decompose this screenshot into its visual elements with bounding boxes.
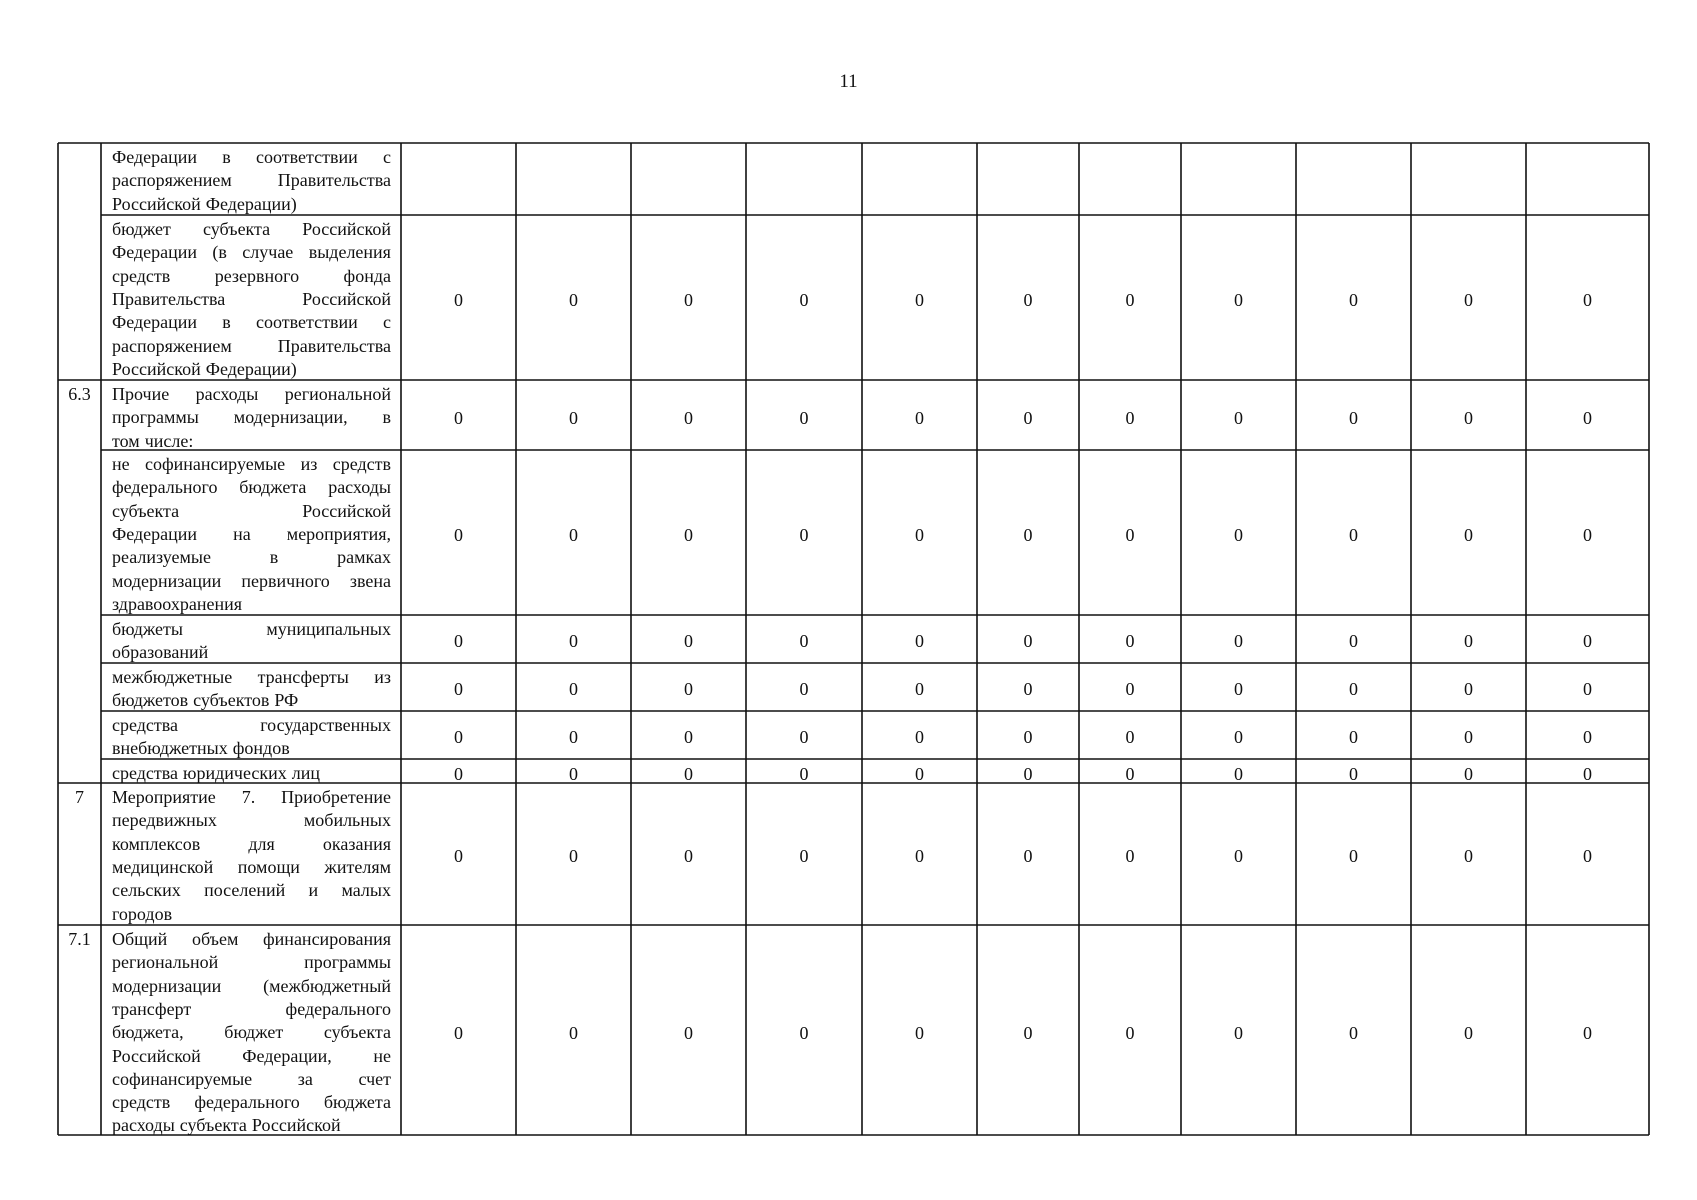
value-cell: 0 xyxy=(454,1022,463,1043)
row-description-line: субъекта Российской xyxy=(112,500,391,521)
row-description-line: передвижных мобильных xyxy=(112,810,391,831)
value-cell: 0 xyxy=(1583,727,1592,748)
value-cell: 0 xyxy=(1349,1022,1358,1043)
row-description-line: средства юридических лиц xyxy=(112,763,320,783)
value-cell: 0 xyxy=(569,727,578,748)
value-cell: 0 xyxy=(1349,407,1358,428)
value-cell: 0 xyxy=(1234,727,1243,748)
value-cell: 0 xyxy=(915,631,924,652)
value-cell: 0 xyxy=(1234,289,1243,310)
value-cell: 0 xyxy=(915,1022,924,1043)
row-description-line: модернизации (межбюджетный xyxy=(112,975,391,996)
value-cell: 0 xyxy=(1125,845,1135,866)
value-cell: 0 xyxy=(1583,845,1592,866)
value-cell: 0 xyxy=(1464,524,1473,545)
value-cell: 0 xyxy=(1023,289,1033,310)
row-description-line: образований xyxy=(112,642,209,663)
value-cell: 0 xyxy=(1234,1022,1243,1043)
row-description-line: софинансируемые за счет xyxy=(112,1068,391,1089)
value-cell: 0 xyxy=(1583,631,1592,652)
value-cell: 0 xyxy=(1234,407,1243,428)
row-description-line: бюджеты муниципальных xyxy=(112,619,391,639)
row-description-line: городов xyxy=(112,903,173,924)
value-cell: 0 xyxy=(454,845,463,866)
row-number: 6.3 xyxy=(68,384,91,404)
row-description-line: сельских поселений и малых xyxy=(112,880,391,901)
value-cell: 0 xyxy=(1583,289,1592,310)
row-description-line: здравоохранения xyxy=(112,593,243,614)
row-description-line: Российской Федерации) xyxy=(112,358,297,379)
row-description-line: средств федерального бюджета xyxy=(112,1092,391,1113)
value-cell: 0 xyxy=(799,631,809,652)
value-cell: 0 xyxy=(1464,845,1473,866)
value-cell: 0 xyxy=(684,289,693,310)
row-description-line: Федерации (в случае выделения xyxy=(112,242,391,263)
value-cell: 0 xyxy=(1349,763,1358,784)
value-cell: 0 xyxy=(1583,679,1592,700)
value-cell: 0 xyxy=(915,679,924,700)
row-description-line: расходы субъекта Российской xyxy=(112,1115,341,1136)
value-cell: 0 xyxy=(569,679,578,700)
row-description-line: Мероприятие 7. Приобретение xyxy=(112,787,391,807)
value-cell: 0 xyxy=(684,1022,693,1043)
row-description-line: комплексов для оказания xyxy=(112,833,391,854)
value-cell: 0 xyxy=(569,631,578,652)
value-cell: 0 xyxy=(569,524,578,545)
value-cell: 0 xyxy=(1023,679,1033,700)
value-cell: 0 xyxy=(1583,763,1592,784)
value-cell: 0 xyxy=(684,524,693,545)
value-cell: 0 xyxy=(799,679,809,700)
value-cell: 0 xyxy=(1023,1022,1033,1043)
value-cell: 0 xyxy=(915,845,924,866)
value-cell: 0 xyxy=(799,407,809,428)
row-description-line: федерального бюджета расходы xyxy=(112,477,391,498)
row-description-line: Правительства Российской xyxy=(112,288,391,309)
value-cell: 0 xyxy=(569,1022,578,1043)
value-cell: 0 xyxy=(1234,763,1243,784)
row-description-line: программы модернизации, в xyxy=(112,407,391,428)
value-cell: 0 xyxy=(684,763,693,784)
row-description-line: не софинансируемые из средств xyxy=(112,454,391,474)
row-description-line: региональной программы xyxy=(112,952,391,973)
value-cell: 0 xyxy=(1583,1022,1592,1043)
value-cell: 0 xyxy=(799,727,809,748)
row-description-line: Российской Федерации) xyxy=(112,193,297,214)
value-cell: 0 xyxy=(1125,727,1135,748)
row-number: 7 xyxy=(75,787,84,807)
value-cell: 0 xyxy=(454,679,463,700)
row-description-line: межбюджетные трансферты из xyxy=(112,667,391,687)
value-cell: 0 xyxy=(799,289,809,310)
value-cell: 0 xyxy=(1125,289,1135,310)
row-number: 7.1 xyxy=(68,929,91,949)
row-description-line: трансферт федерального xyxy=(112,998,391,1019)
row-description-line: средств резервного фонда xyxy=(112,265,391,286)
row-description-line: Общий объем финансирования xyxy=(112,929,391,949)
value-cell: 0 xyxy=(1464,727,1473,748)
value-cell: 0 xyxy=(1464,763,1473,784)
row-description-line: том числе: xyxy=(112,430,194,451)
value-cell: 0 xyxy=(569,763,578,784)
value-cell: 0 xyxy=(454,763,463,784)
row-description-line: Федерации в соответствии с xyxy=(112,312,391,333)
row-description-line: Федерации на мероприятия, xyxy=(112,523,391,544)
value-cell: 0 xyxy=(1349,845,1358,866)
value-cell: 0 xyxy=(684,845,693,866)
value-cell: 0 xyxy=(1464,1022,1473,1043)
value-cell: 0 xyxy=(1023,845,1033,866)
value-cell: 0 xyxy=(1125,679,1135,700)
row-description-line: средства государственных xyxy=(112,715,391,735)
value-cell: 0 xyxy=(915,289,924,310)
value-cell: 0 xyxy=(454,289,463,310)
row-description-line: Федерации в соответствии с xyxy=(112,147,391,167)
row-description-line: бюджетов субъектов РФ xyxy=(112,690,299,711)
value-cell: 0 xyxy=(915,407,924,428)
value-cell: 0 xyxy=(454,727,463,748)
value-cell: 0 xyxy=(1464,407,1473,428)
value-cell: 0 xyxy=(1234,845,1243,866)
value-cell: 0 xyxy=(1464,289,1473,310)
value-cell: 0 xyxy=(684,631,693,652)
value-cell: 0 xyxy=(1023,631,1033,652)
value-cell: 0 xyxy=(1349,631,1358,652)
row-description-line: реализуемые в рамках xyxy=(112,547,391,568)
row-description-line: Прочие расходы региональной xyxy=(112,384,391,404)
value-cell: 0 xyxy=(1023,727,1033,748)
row-description-line: распоряжением Правительства xyxy=(112,335,391,356)
value-cell: 0 xyxy=(684,407,693,428)
value-cell: 0 xyxy=(1125,407,1135,428)
row-description-line: распоряжением Правительства xyxy=(112,170,391,191)
value-cell: 0 xyxy=(1234,524,1243,545)
value-cell: 0 xyxy=(684,727,693,748)
value-cell: 0 xyxy=(1464,679,1473,700)
value-cell: 0 xyxy=(1349,679,1358,700)
row-description-line: бюджет субъекта Российской xyxy=(112,219,391,239)
value-cell: 0 xyxy=(569,407,578,428)
value-cell: 0 xyxy=(1349,289,1358,310)
page-number: 11 xyxy=(839,71,858,92)
value-cell: 0 xyxy=(1125,763,1135,784)
row-description-line: бюджета, бюджет субъекта xyxy=(112,1022,391,1043)
value-cell: 0 xyxy=(1349,727,1358,748)
value-cell: 0 xyxy=(1125,1022,1135,1043)
value-cell: 0 xyxy=(454,631,463,652)
value-cell: 0 xyxy=(1125,524,1135,545)
value-cell: 0 xyxy=(454,524,463,545)
value-cell: 0 xyxy=(1583,524,1592,545)
row-description-line: медицинской помощи жителям xyxy=(112,856,391,877)
value-cell: 0 xyxy=(1583,407,1592,428)
value-cell: 0 xyxy=(1023,763,1033,784)
value-cell: 0 xyxy=(799,1022,809,1043)
value-cell: 0 xyxy=(799,845,809,866)
value-cell: 0 xyxy=(915,524,924,545)
row-description-line: внебюджетных фондов xyxy=(112,738,290,759)
value-cell: 0 xyxy=(1464,631,1473,652)
value-cell: 0 xyxy=(799,763,809,784)
value-cell: 0 xyxy=(1023,524,1033,545)
value-cell: 0 xyxy=(569,845,578,866)
value-cell: 0 xyxy=(1234,679,1243,700)
row-description-line: модернизации первичного звена xyxy=(112,570,391,591)
value-cell: 0 xyxy=(1125,631,1135,652)
value-cell: 0 xyxy=(569,289,578,310)
value-cell: 0 xyxy=(684,679,693,700)
value-cell: 0 xyxy=(915,727,924,748)
value-cell: 0 xyxy=(799,524,809,545)
value-cell: 0 xyxy=(1023,407,1033,428)
row-description-line: Российской Федерации, не xyxy=(112,1045,391,1066)
value-cell: 0 xyxy=(1234,631,1243,652)
value-cell: 0 xyxy=(915,763,924,784)
value-cell: 0 xyxy=(1349,524,1358,545)
value-cell: 0 xyxy=(454,407,463,428)
